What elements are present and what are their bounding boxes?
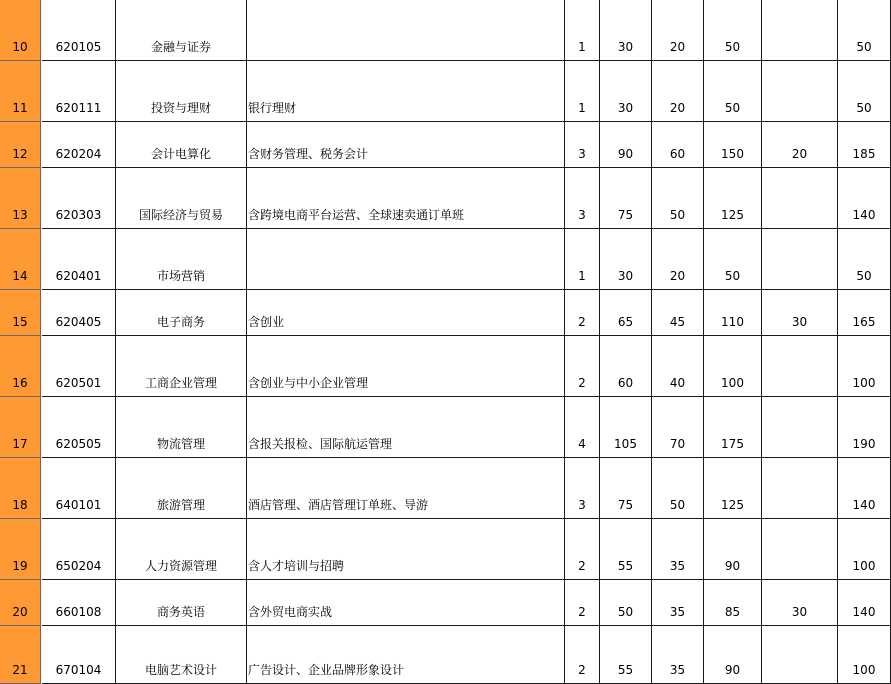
row-number-cell-text: 18 xyxy=(12,498,28,512)
quota-col2-cell[interactable] xyxy=(652,290,704,336)
class-count-cell-text: 3 xyxy=(578,208,586,222)
major-note-cell[interactable] xyxy=(247,122,565,168)
table-row xyxy=(0,397,891,458)
quota-col1-cell[interactable] xyxy=(600,122,652,168)
quota-col3-cell-text: 110 xyxy=(721,315,744,329)
quota-col3-cell-text: 50 xyxy=(724,269,741,283)
major-code-cell-text: 670104 xyxy=(55,663,102,677)
quota-col4-cell[interactable] xyxy=(762,290,838,336)
row-number-cell[interactable] xyxy=(0,168,41,229)
major-name-cell-text: 金融与证券 xyxy=(150,40,211,54)
quota-col3-cell-text: 90 xyxy=(724,559,741,573)
quota-col3-cell-text: 100 xyxy=(721,376,744,390)
quota-col2-cell[interactable] xyxy=(652,397,704,458)
quota-col1-cell-text: 75 xyxy=(617,208,634,222)
quota-col2-cell[interactable] xyxy=(652,168,704,229)
quota-col4-cell-text: 30 xyxy=(791,605,808,619)
major-code-cell[interactable] xyxy=(42,0,116,61)
major-note-cell-text: 含创业与中小企业管理 xyxy=(248,376,369,390)
total-cell-text: 140 xyxy=(852,208,876,222)
total-cell-text: 100 xyxy=(852,663,876,677)
quota-col3-cell[interactable] xyxy=(704,519,762,580)
class-count-cell-text: 2 xyxy=(578,559,586,573)
major-code-cell-text: 620505 xyxy=(55,437,102,451)
quota-col1-cell[interactable] xyxy=(600,229,652,290)
total-cell-text: 100 xyxy=(852,376,876,390)
table-row xyxy=(0,626,891,684)
class-count-cell-text: 4 xyxy=(578,437,586,451)
quota-col4-cell[interactable] xyxy=(762,229,838,290)
row-number-cell[interactable] xyxy=(0,626,41,684)
quota-col1-cell-text: 55 xyxy=(617,663,634,677)
class-count-cell[interactable] xyxy=(565,580,600,626)
quota-col1-cell-text: 65 xyxy=(617,315,634,329)
major-note-cell-text: 酒店管理、酒店管理订单班、导游 xyxy=(248,498,429,512)
total-cell-text: 50 xyxy=(856,40,872,54)
quota-col3-cell[interactable] xyxy=(704,336,762,397)
class-count-cell-text: 2 xyxy=(578,605,586,619)
quota-col3-cell-text: 150 xyxy=(721,147,744,161)
quota-col2-cell-text: 35 xyxy=(669,559,686,573)
row-number-cell-text: 10 xyxy=(12,40,28,54)
row-number-cell-text: 14 xyxy=(12,269,28,283)
quota-col1-cell[interactable] xyxy=(600,626,652,684)
major-name-cell[interactable] xyxy=(116,0,247,61)
major-note-cell[interactable] xyxy=(247,168,565,229)
quota-col2-cell[interactable] xyxy=(652,336,704,397)
quota-col4-cell-text: 30 xyxy=(791,315,808,329)
major-note-cell[interactable] xyxy=(247,61,565,122)
quota-col2-cell-text: 50 xyxy=(669,208,686,222)
row-number-cell[interactable] xyxy=(0,458,41,519)
quota-col1-cell-text: 105 xyxy=(614,437,637,451)
table-row xyxy=(0,458,891,519)
major-name-cell-text: 旅游管理 xyxy=(156,498,205,512)
quota-col1-cell[interactable] xyxy=(600,336,652,397)
major-code-cell-text: 620405 xyxy=(55,315,102,329)
total-cell-text: 185 xyxy=(852,147,876,161)
major-note-cell-text: 含人才培训与招聘 xyxy=(248,559,345,573)
major-note-cell-text: 含报关报检、国际航运管理 xyxy=(248,437,393,451)
table-row xyxy=(0,61,891,122)
major-note-cell-text: 含创业 xyxy=(248,315,285,329)
quota-col4-cell[interactable] xyxy=(762,580,838,626)
table-row xyxy=(0,519,891,580)
quota-col2-cell-text: 20 xyxy=(669,40,686,54)
quota-col3-cell[interactable] xyxy=(704,290,762,336)
quota-col2-cell-text: 35 xyxy=(669,663,686,677)
row-number-cell[interactable] xyxy=(0,519,41,580)
quota-col3-cell-text: 90 xyxy=(724,663,741,677)
quota-col3-cell-text: 50 xyxy=(724,101,741,115)
table-row xyxy=(0,168,891,229)
quota-col4-cell[interactable] xyxy=(762,0,838,61)
quota-col2-cell[interactable] xyxy=(652,122,704,168)
row-number-cell[interactable] xyxy=(0,397,41,458)
major-note-cell[interactable] xyxy=(247,336,565,397)
major-note-cell-text: 广告设计、企业品牌形象设计 xyxy=(248,663,405,677)
quota-col4-cell[interactable] xyxy=(762,168,838,229)
major-note-cell-text: 银行理财 xyxy=(248,101,297,115)
quota-col3-cell-text: 125 xyxy=(721,208,744,222)
major-name-cell-text: 投资与理财 xyxy=(150,101,211,115)
class-count-cell[interactable] xyxy=(565,397,600,458)
major-note-cell[interactable] xyxy=(247,0,565,61)
quota-col3-cell[interactable] xyxy=(704,61,762,122)
row-number-cell-text: 15 xyxy=(12,315,28,329)
class-count-cell[interactable] xyxy=(565,336,600,397)
row-number-cell-text: 21 xyxy=(12,663,28,677)
total-cell-text: 190 xyxy=(852,437,876,451)
class-count-cell-text: 3 xyxy=(578,498,586,512)
row-number-cell-text: 19 xyxy=(12,559,28,573)
quota-col3-cell[interactable] xyxy=(704,626,762,684)
major-name-cell[interactable] xyxy=(116,229,247,290)
total-cell[interactable] xyxy=(838,0,891,61)
class-count-cell[interactable] xyxy=(565,458,600,519)
major-code-cell[interactable] xyxy=(42,519,116,580)
quota-col1-cell-text: 60 xyxy=(617,376,634,390)
quota-col1-cell-text: 75 xyxy=(617,498,634,512)
quota-col1-cell[interactable] xyxy=(600,397,652,458)
total-cell[interactable] xyxy=(838,122,891,168)
class-count-cell[interactable] xyxy=(565,122,600,168)
quota-col3-cell[interactable] xyxy=(704,122,762,168)
total-cell[interactable] xyxy=(838,61,891,122)
quota-col2-cell-text: 35 xyxy=(669,605,686,619)
quota-col4-cell[interactable] xyxy=(762,626,838,684)
major-name-cell-text: 物流管理 xyxy=(156,437,205,451)
quota-col1-cell-text: 55 xyxy=(617,559,634,573)
total-cell-text: 50 xyxy=(856,101,872,115)
quota-col1-cell[interactable] xyxy=(600,168,652,229)
quota-col1-cell[interactable] xyxy=(600,0,652,61)
quota-col1-cell[interactable] xyxy=(600,61,652,122)
major-name-cell-text: 电脑艺术设计 xyxy=(144,663,217,677)
table-row xyxy=(0,229,891,290)
quota-col3-cell[interactable] xyxy=(704,458,762,519)
total-cell-text: 50 xyxy=(856,269,872,283)
class-count-cell-text: 2 xyxy=(578,663,586,677)
row-number-cell[interactable] xyxy=(0,0,41,61)
total-cell[interactable] xyxy=(838,290,891,336)
major-name-cell-text: 商务英语 xyxy=(156,605,205,619)
class-count-cell[interactable] xyxy=(565,168,600,229)
quota-col1-cell-text: 30 xyxy=(617,269,634,283)
quota-col3-cell[interactable] xyxy=(704,580,762,626)
total-cell-text: 140 xyxy=(852,498,876,512)
major-name-cell[interactable] xyxy=(116,61,247,122)
quota-col4-cell-text: 20 xyxy=(791,147,808,161)
quota-col3-cell-text: 85 xyxy=(724,605,741,619)
row-number-cell-text: 16 xyxy=(12,376,28,390)
class-count-cell[interactable] xyxy=(565,290,600,336)
quota-col1-cell-text: 50 xyxy=(617,605,634,619)
quota-col2-cell[interactable] xyxy=(652,626,704,684)
class-count-cell[interactable] xyxy=(565,61,600,122)
major-name-cell[interactable] xyxy=(116,519,247,580)
major-name-cell[interactable] xyxy=(116,626,247,684)
quota-col4-cell[interactable] xyxy=(762,519,838,580)
major-code-cell[interactable] xyxy=(42,580,116,626)
quota-col2-cell-text: 40 xyxy=(669,376,686,390)
major-note-cell[interactable] xyxy=(247,397,565,458)
row-number-cell-text: 11 xyxy=(12,101,28,115)
quota-col4-cell[interactable] xyxy=(762,397,838,458)
table-row xyxy=(0,580,891,626)
row-number-cell-text: 17 xyxy=(12,437,28,451)
table-row xyxy=(0,290,891,336)
quota-col2-cell-text: 50 xyxy=(669,498,686,512)
major-name-cell[interactable] xyxy=(116,290,247,336)
quota-col1-cell[interactable] xyxy=(600,580,652,626)
quota-col1-cell-text: 30 xyxy=(617,40,634,54)
quota-col2-cell-text: 20 xyxy=(669,269,686,283)
major-code-cell-text: 660108 xyxy=(55,605,102,619)
major-code-cell[interactable] xyxy=(42,397,116,458)
quota-col1-cell-text: 30 xyxy=(617,101,634,115)
major-code-cell[interactable] xyxy=(42,122,116,168)
major-code-cell[interactable] xyxy=(42,168,116,229)
class-count-cell-text: 1 xyxy=(578,101,586,115)
class-count-cell-text: 2 xyxy=(578,376,586,390)
major-code-cell[interactable] xyxy=(42,336,116,397)
total-cell[interactable] xyxy=(838,519,891,580)
total-cell[interactable] xyxy=(838,458,891,519)
quota-col3-cell[interactable] xyxy=(704,168,762,229)
quota-col2-cell-text: 70 xyxy=(669,437,686,451)
major-note-cell[interactable] xyxy=(247,626,565,684)
row-number-cell-text: 20 xyxy=(12,605,28,619)
major-note-cell-text: 含外贸电商实战 xyxy=(248,605,333,619)
table-row xyxy=(0,122,891,168)
class-count-cell-text: 3 xyxy=(578,147,586,161)
row-number-cell[interactable] xyxy=(0,229,41,290)
major-name-cell[interactable] xyxy=(116,122,247,168)
major-code-cell-text: 620111 xyxy=(55,101,102,115)
row-number-cell[interactable] xyxy=(0,61,41,122)
major-name-cell-text: 人力资源管理 xyxy=(144,559,217,573)
total-cell-text: 165 xyxy=(852,315,876,329)
major-note-cell-text: 含财务管理、税务会计 xyxy=(248,147,369,161)
row-number-cell[interactable] xyxy=(0,336,41,397)
major-name-cell-text: 会计电算化 xyxy=(150,147,211,161)
quota-col2-cell-text: 20 xyxy=(669,101,686,115)
class-count-cell-text: 2 xyxy=(578,315,586,329)
row-number-cell-text: 12 xyxy=(12,147,28,161)
major-name-cell[interactable] xyxy=(116,458,247,519)
class-count-cell[interactable] xyxy=(565,0,600,61)
major-code-cell-text: 640101 xyxy=(55,498,102,512)
major-name-cell-text: 市场营销 xyxy=(156,269,205,283)
class-count-cell[interactable] xyxy=(565,626,600,684)
major-note-cell[interactable] xyxy=(247,458,565,519)
total-cell[interactable] xyxy=(838,229,891,290)
total-cell[interactable] xyxy=(838,580,891,626)
quota-col3-cell[interactable] xyxy=(704,0,762,61)
class-count-cell[interactable] xyxy=(565,229,600,290)
quota-col4-cell[interactable] xyxy=(762,336,838,397)
quota-col1-cell[interactable] xyxy=(600,519,652,580)
major-code-cell[interactable] xyxy=(42,458,116,519)
major-note-cell-text: 含跨境电商平台运营、全球速卖通订单班 xyxy=(248,208,465,222)
major-code-cell-text: 620105 xyxy=(55,40,102,54)
major-name-cell-text: 工商企业管理 xyxy=(144,376,217,390)
quota-col3-cell-text: 175 xyxy=(721,437,744,451)
quota-col4-cell[interactable] xyxy=(762,122,838,168)
major-code-cell[interactable] xyxy=(42,626,116,684)
major-code-cell[interactable] xyxy=(42,61,116,122)
table-row xyxy=(0,0,891,61)
class-count-cell-text: 1 xyxy=(578,269,586,283)
major-code-cell-text: 620204 xyxy=(55,147,102,161)
quota-col4-cell[interactable] xyxy=(762,458,838,519)
total-cell[interactable] xyxy=(838,168,891,229)
row-number-cell-text: 13 xyxy=(12,208,28,222)
major-name-cell[interactable] xyxy=(116,580,247,626)
class-count-cell-text: 1 xyxy=(578,40,586,54)
quota-col2-cell[interactable] xyxy=(652,580,704,626)
quota-col2-cell[interactable] xyxy=(652,458,704,519)
table-row xyxy=(0,336,891,397)
major-name-cell[interactable] xyxy=(116,168,247,229)
total-cell[interactable] xyxy=(838,336,891,397)
quota-col1-cell[interactable] xyxy=(600,458,652,519)
major-name-cell[interactable] xyxy=(116,397,247,458)
quota-col4-cell[interactable] xyxy=(762,61,838,122)
quota-col1-cell[interactable] xyxy=(600,290,652,336)
major-code-cell[interactable] xyxy=(42,229,116,290)
major-code-cell-text: 650204 xyxy=(55,559,102,573)
major-note-cell[interactable] xyxy=(247,290,565,336)
row-number-cell[interactable] xyxy=(0,122,41,168)
major-note-cell[interactable] xyxy=(247,229,565,290)
quota-col1-cell-text: 90 xyxy=(617,147,634,161)
total-cell-text: 140 xyxy=(852,605,876,619)
quota-col2-cell[interactable] xyxy=(652,519,704,580)
major-note-cell[interactable] xyxy=(247,580,565,626)
total-cell-text: 100 xyxy=(852,559,876,573)
total-cell[interactable] xyxy=(838,626,891,684)
class-count-cell[interactable] xyxy=(565,519,600,580)
quota-col3-cell[interactable] xyxy=(704,397,762,458)
quota-col2-cell[interactable] xyxy=(652,0,704,61)
row-number-cell[interactable] xyxy=(0,290,41,336)
quota-col2-cell-text: 45 xyxy=(669,315,686,329)
major-code-cell-text: 620303 xyxy=(55,208,102,222)
major-name-cell-text: 国际经济与贸易 xyxy=(138,208,223,222)
quota-col2-cell-text: 60 xyxy=(669,147,686,161)
total-cell[interactable] xyxy=(838,397,891,458)
row-number-cell[interactable] xyxy=(0,580,41,626)
quota-col3-cell-text: 125 xyxy=(721,498,744,512)
major-note-cell[interactable] xyxy=(247,519,565,580)
quota-col3-cell-text: 50 xyxy=(724,40,741,54)
major-name-cell-text: 电子商务 xyxy=(156,315,205,329)
quota-col2-cell[interactable] xyxy=(652,229,704,290)
quota-col3-cell[interactable] xyxy=(704,229,762,290)
major-code-cell[interactable] xyxy=(42,290,116,336)
major-name-cell[interactable] xyxy=(116,336,247,397)
major-code-cell-text: 620501 xyxy=(55,376,102,390)
major-code-cell-text: 620401 xyxy=(55,269,102,283)
quota-col2-cell[interactable] xyxy=(652,61,704,122)
